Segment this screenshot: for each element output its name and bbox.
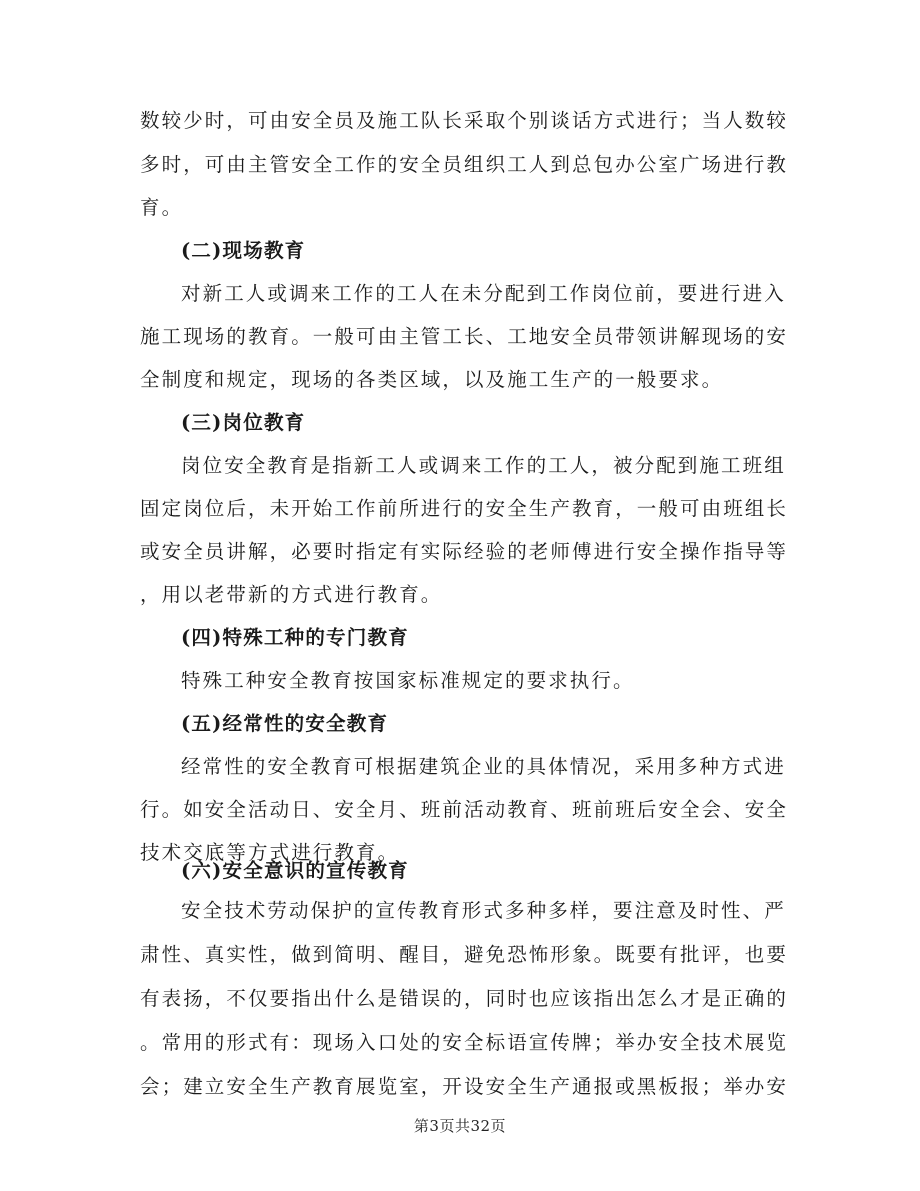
body-text-line: 育。	[140, 196, 184, 219]
body-text-line: 岗位安全教育是指新工人或调来工作的工人，被分配到施工班组	[181, 454, 786, 477]
body-text-line: 行。如安全活动日、安全月、班前活动教育、班前班后安全会、安全	[140, 798, 789, 821]
body-text-line: 会；建立安全生产教育展览室，开设安全生产通报或黑板报；举办安	[140, 1075, 789, 1098]
body-text-line: 对新工人或调来工作的工人在未分配到工作岗位前，要进行进入	[181, 282, 786, 305]
body-text-line: 。常用的形式有：现场入口处的安全标语宣传牌；举办安全技术展览	[140, 1031, 789, 1054]
body-text-line: 有表扬，不仅要指出什么是错误的，同时也应该指出怎么才是正确的	[140, 987, 789, 1010]
body-text-line: 特殊工种安全教育按国家标准规定的要求执行。	[181, 669, 635, 692]
section-heading-post-education: (三)岗位教育	[181, 411, 306, 434]
body-text-line: 经常性的安全教育可根据建筑企业的具体情况，采用多种方式进	[181, 755, 786, 778]
section-heading-safety-awareness-publicity: (六)安全意识的宣传教育	[181, 859, 409, 882]
body-text-line: 固定岗位后，未开始工作前所进行的安全生产教育，一般可由班组长	[140, 497, 789, 520]
section-heading-regular-safety-education: (五)经常性的安全教育	[181, 712, 389, 735]
body-text-line: 数较少时，可由安全员及施工队长采取个别谈话方式进行；当人数较	[140, 109, 789, 132]
section-heading-special-trade-education: (四)特殊工种的专门教育	[181, 626, 409, 649]
body-text-line: 或安全员讲解，必要时指定有实际经验的老师傅进行安全操作指导等	[140, 540, 789, 563]
section-heading-site-education: (二)现场教育	[181, 239, 306, 262]
body-text-line: 施工现场的教育。一般可由主管工长、工地安全员带领讲解现场的安	[140, 325, 789, 348]
body-text-line: 安全技术劳动保护的宣传教育形式多种多样，要注意及时性、严	[181, 899, 786, 922]
page-number: 第3页共32页	[413, 1117, 507, 1135]
body-text-line: 肃性、真实性，做到简明、醒目，避免恐怖形象。既要有批评，也要	[140, 943, 789, 966]
body-text-line: 技术交底等方式进行教育。	[140, 841, 400, 864]
body-text-line: 多时，可由主管安全工作的安全员组织工人到总包办公室广场进行教	[140, 153, 789, 176]
body-text-line: 全制度和规定，现场的各类区域，以及施工生产的一般要求。	[140, 368, 724, 391]
body-text-line: ，用以老带新的方式进行教育。	[140, 583, 443, 606]
